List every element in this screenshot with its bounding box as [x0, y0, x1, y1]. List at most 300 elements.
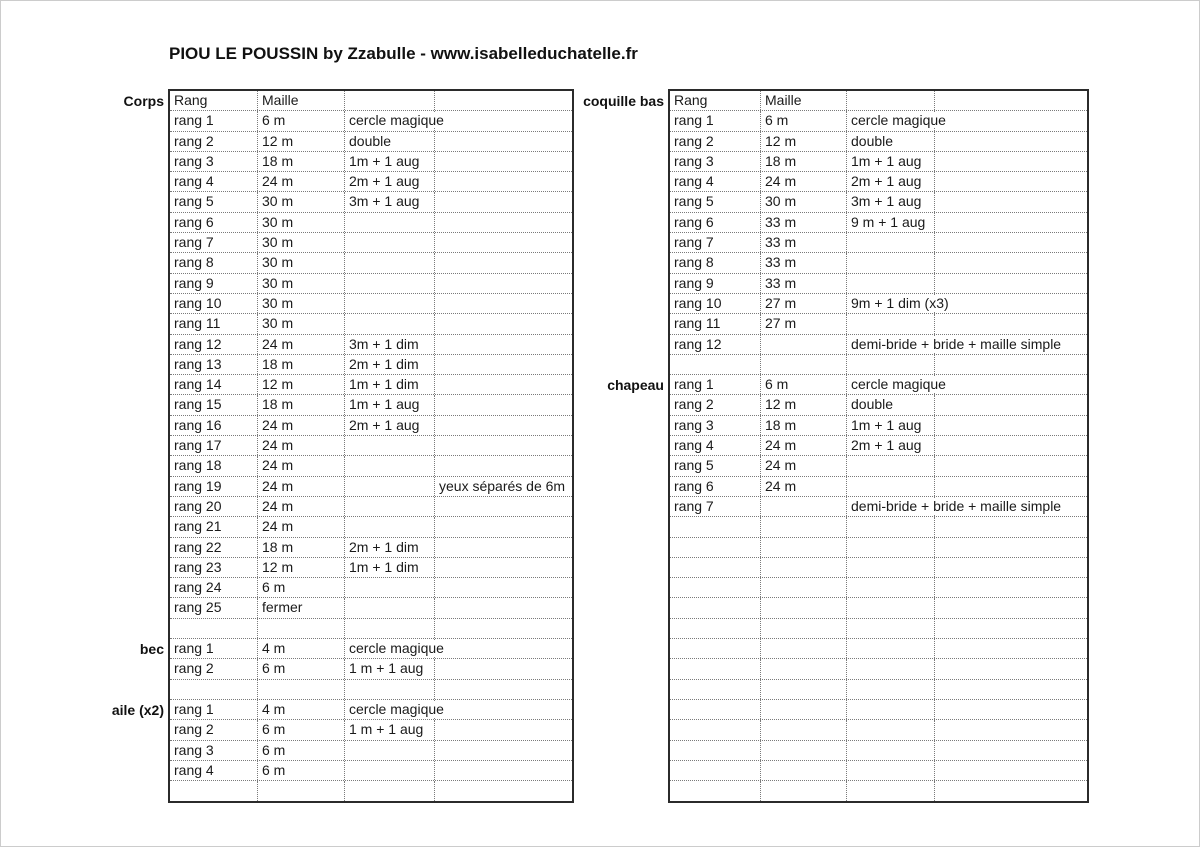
- table-cell: [935, 314, 1087, 333]
- table-cell: [670, 741, 761, 760]
- table-cell: 4 m: [258, 700, 345, 719]
- table-cell: 18 m: [258, 395, 345, 414]
- section-label: [88, 253, 168, 273]
- table-cell: 30 m: [258, 233, 345, 252]
- table-row: [670, 152, 1087, 172]
- table-cell: Rang: [170, 91, 258, 110]
- section-label: aile (x2): [111, 701, 164, 718]
- table-cell: 2m + 1 dim: [345, 538, 435, 557]
- table-row: [670, 253, 1087, 273]
- table-cell: 30 m: [258, 253, 345, 272]
- table-cell: rang 15: [170, 395, 258, 414]
- table-cell: [435, 253, 572, 272]
- table-row: [670, 314, 1087, 334]
- table-row: [670, 680, 1087, 700]
- table-cell: [761, 741, 847, 760]
- table-row: [170, 517, 572, 537]
- table-cell: 24 m: [761, 477, 847, 496]
- table-cell: [435, 598, 572, 617]
- table-cell: [170, 619, 258, 638]
- table-cell: rang 18: [170, 456, 258, 475]
- table-row: [170, 314, 572, 334]
- table-cell: 2m + 1 dim: [345, 355, 435, 374]
- table-cell: [435, 700, 572, 719]
- table-cell: rang 1: [170, 111, 258, 130]
- table-cell: [761, 355, 847, 374]
- section-label: [573, 680, 668, 700]
- table-cell: rang 11: [170, 314, 258, 333]
- table-cell: double: [345, 132, 435, 151]
- section-label: [88, 517, 168, 537]
- table-cell: cercle magique: [847, 375, 935, 394]
- table-cell: [435, 233, 572, 252]
- table-cell: [435, 680, 572, 699]
- table-cell: 12 m: [258, 375, 345, 394]
- table-cell: [761, 335, 847, 354]
- table-row: [170, 152, 572, 172]
- table-row: [670, 619, 1087, 639]
- table-cell: [345, 253, 435, 272]
- table-cell: 30 m: [258, 274, 345, 293]
- table-row: [670, 639, 1087, 659]
- table-row: [170, 456, 572, 476]
- table-cell: [761, 619, 847, 638]
- page-title: PIOU LE POUSSIN by Zzabulle - www.isabelleduchatelle.fr: [169, 44, 638, 63]
- table-cell: rang 16: [170, 416, 258, 435]
- table-cell: rang 3: [670, 416, 761, 435]
- table-row: [170, 538, 572, 558]
- table-row: [170, 741, 572, 761]
- table-cell: [258, 680, 345, 699]
- table-cell: [935, 720, 1087, 739]
- table-cell: [761, 639, 847, 658]
- section-label: [573, 436, 668, 456]
- table-cell: rang 6: [670, 213, 761, 232]
- table-cell: [935, 172, 1087, 191]
- table-cell: 30 m: [258, 192, 345, 211]
- table-row: [670, 741, 1087, 761]
- table-row: [670, 233, 1087, 253]
- table-row: [670, 355, 1087, 375]
- table-row: [170, 335, 572, 355]
- table-cell: [761, 659, 847, 678]
- table-cell: [345, 619, 435, 638]
- section-label: [573, 639, 668, 659]
- right-pattern-table: [573, 89, 1089, 803]
- coquille-chapeau-table: [668, 89, 1089, 803]
- table-cell: [435, 111, 572, 130]
- table-cell: rang 9: [670, 274, 761, 293]
- table-cell: rang 14: [170, 375, 258, 394]
- table-cell: rang 12: [670, 335, 761, 354]
- table-cell: 1m + 1 dim: [345, 375, 435, 394]
- table-cell: [847, 659, 935, 678]
- table-cell: [847, 517, 935, 536]
- table-cell: [345, 497, 435, 516]
- table-cell: [670, 538, 761, 557]
- table-cell: 18 m: [258, 538, 345, 557]
- table-cell: rang 1: [670, 375, 761, 394]
- table-cell: cercle magique: [345, 111, 435, 130]
- table-cell: [435, 355, 572, 374]
- table-row: [170, 680, 572, 700]
- table-cell: rang 4: [670, 172, 761, 191]
- table-cell: [435, 741, 572, 760]
- table-cell: 30 m: [258, 294, 345, 313]
- table-row: [670, 172, 1087, 192]
- table-row: [170, 700, 572, 720]
- table-row: [170, 375, 572, 395]
- table-cell: [258, 619, 345, 638]
- table-cell: [670, 639, 761, 658]
- table-cell: [935, 578, 1087, 597]
- table-cell: rang 17: [170, 436, 258, 455]
- table-cell: rang 2: [170, 720, 258, 739]
- left-pattern-table: [88, 89, 574, 803]
- table-cell: [345, 294, 435, 313]
- table-cell: 1m + 1 aug: [847, 152, 935, 171]
- table-cell: [847, 619, 935, 638]
- table-row: [670, 558, 1087, 578]
- section-label: [88, 558, 168, 578]
- table-cell: [935, 294, 1087, 313]
- table-row: [670, 91, 1087, 111]
- table-cell: demi-bride + bride + maille simple: [847, 497, 935, 516]
- table-row: [670, 416, 1087, 436]
- table-row: [670, 781, 1087, 801]
- table-row: [170, 416, 572, 436]
- table-cell: 33 m: [761, 274, 847, 293]
- table-cell: rang 1: [170, 639, 258, 658]
- table-cell: [761, 558, 847, 577]
- table-row: [670, 477, 1087, 497]
- section-label: [88, 375, 168, 395]
- table-cell: [435, 497, 572, 516]
- table-cell: [345, 680, 435, 699]
- table-cell: 33 m: [761, 253, 847, 272]
- table-cell: [435, 659, 572, 678]
- table-row: [170, 91, 572, 111]
- table-row: [670, 395, 1087, 415]
- table-cell: rang 5: [670, 456, 761, 475]
- table-cell: [935, 680, 1087, 699]
- section-label: [573, 172, 668, 192]
- table-row: [670, 111, 1087, 131]
- table-row: [670, 538, 1087, 558]
- table-cell: [670, 598, 761, 617]
- table-cell: [935, 598, 1087, 617]
- table-cell: 2m + 1 aug: [847, 172, 935, 191]
- table-row: [670, 192, 1087, 212]
- table-cell: rang 4: [670, 436, 761, 455]
- table-cell: rang 7: [670, 497, 761, 516]
- section-label: [573, 395, 668, 415]
- table-cell: [670, 619, 761, 638]
- table-cell: rang 11: [670, 314, 761, 333]
- table-cell: 24 m: [258, 456, 345, 475]
- table-cell: 18 m: [761, 416, 847, 435]
- table-row: [170, 294, 572, 314]
- section-label: [88, 233, 168, 253]
- table-cell: 1m + 1 aug: [847, 416, 935, 435]
- table-cell: rang 25: [170, 598, 258, 617]
- table-cell: 6 m: [761, 111, 847, 130]
- table-cell: [935, 375, 1087, 394]
- section-label: [573, 213, 668, 233]
- section-label: [88, 741, 168, 761]
- table-cell: [935, 538, 1087, 557]
- table-cell: rang 1: [170, 700, 258, 719]
- table-row: [170, 213, 572, 233]
- table-cell: yeux séparés de 6m: [439, 477, 566, 494]
- table-cell: rang 22: [170, 538, 258, 557]
- table-cell: [258, 781, 345, 801]
- section-label: [573, 233, 668, 253]
- table-row: [670, 578, 1087, 598]
- table-cell: 2m + 1 aug: [847, 436, 935, 455]
- table-cell: 6 m: [258, 761, 345, 780]
- table-cell: rang 23: [170, 558, 258, 577]
- table-cell: [170, 781, 258, 801]
- section-label: [573, 497, 668, 517]
- table-cell: rang 13: [170, 355, 258, 374]
- table-row: [170, 395, 572, 415]
- table-cell: [847, 253, 935, 272]
- table-cell: rang 12: [170, 335, 258, 354]
- table-cell: [935, 274, 1087, 293]
- table-cell: 9m + 1 dim (x3): [847, 294, 935, 313]
- section-label: [573, 355, 668, 375]
- table-cell: [761, 761, 847, 780]
- section-label: [573, 111, 668, 131]
- table-cell: [435, 192, 572, 211]
- table-cell: [670, 558, 761, 577]
- section-label: [573, 761, 668, 781]
- table-row: [670, 294, 1087, 314]
- table-cell: 1m + 1 dim: [345, 558, 435, 577]
- table-cell: 2m + 1 aug: [345, 416, 435, 435]
- table-cell: [761, 578, 847, 597]
- table-cell: [935, 639, 1087, 658]
- table-cell: [935, 111, 1087, 130]
- table-cell: [847, 761, 935, 780]
- table-cell: [670, 680, 761, 699]
- table-cell: [935, 436, 1087, 455]
- table-row: [170, 598, 572, 618]
- table-cell: [935, 659, 1087, 678]
- table-cell: 6 m: [761, 375, 847, 394]
- table-cell: [345, 456, 435, 475]
- table-cell: [761, 497, 847, 516]
- table-row: [670, 132, 1087, 152]
- table-cell: 18 m: [258, 152, 345, 171]
- table-cell: 6 m: [258, 111, 345, 130]
- table-cell: 6 m: [258, 720, 345, 739]
- table-cell: [847, 91, 935, 110]
- table-cell: [847, 639, 935, 658]
- table-cell: [435, 294, 572, 313]
- table-cell: [345, 233, 435, 252]
- table-cell: 12 m: [761, 395, 847, 414]
- section-label: [573, 619, 668, 639]
- table-cell: [935, 477, 1087, 496]
- table-cell: [935, 152, 1087, 171]
- table-row: [670, 456, 1087, 476]
- table-cell: [435, 517, 572, 536]
- table-cell: [345, 761, 435, 780]
- table-cell: rang 8: [670, 253, 761, 272]
- table-cell: [935, 558, 1087, 577]
- table-cell: [435, 456, 572, 475]
- section-label: [573, 294, 668, 314]
- table-cell: fermer: [258, 598, 345, 617]
- table-cell: 12 m: [761, 132, 847, 151]
- table-cell: [345, 436, 435, 455]
- table-cell: [345, 477, 435, 496]
- table-row: [170, 558, 572, 578]
- section-label: [573, 659, 668, 679]
- table-cell: [670, 517, 761, 536]
- section-label: [88, 314, 168, 334]
- table-cell: 6 m: [258, 741, 345, 760]
- table-cell: [435, 761, 572, 780]
- table-cell: [761, 517, 847, 536]
- table-cell: 30 m: [258, 213, 345, 232]
- table-row: [170, 781, 572, 801]
- table-cell: [761, 598, 847, 617]
- table-cell: 27 m: [761, 314, 847, 333]
- table-cell: rang 10: [670, 294, 761, 313]
- table-cell: 1m + 1 aug: [345, 395, 435, 414]
- section-label: [88, 720, 168, 740]
- table-cell: [345, 741, 435, 760]
- table-cell: [345, 781, 435, 801]
- table-cell: [345, 578, 435, 597]
- table-cell: [435, 91, 572, 110]
- section-label: [88, 192, 168, 212]
- table-cell: cercle magique: [847, 111, 935, 130]
- table-cell: 3m + 1 aug: [847, 192, 935, 211]
- table-row: [170, 132, 572, 152]
- table-cell: double: [847, 395, 935, 414]
- table-row: [170, 436, 572, 456]
- section-label: [573, 335, 668, 355]
- table-cell: 2m + 1 aug: [345, 172, 435, 191]
- table-cell: rang 7: [670, 233, 761, 252]
- table-cell: [847, 477, 935, 496]
- table-cell: [935, 761, 1087, 780]
- table-cell: [935, 233, 1087, 252]
- section-label: [88, 578, 168, 598]
- table-cell: [935, 416, 1087, 435]
- table-cell: 24 m: [761, 456, 847, 475]
- table-cell: 18 m: [258, 355, 345, 374]
- table-cell: [935, 355, 1087, 374]
- table-cell: [435, 578, 572, 597]
- section-label: [573, 314, 668, 334]
- table-cell: [847, 233, 935, 252]
- table-cell: rang 2: [170, 659, 258, 678]
- table-cell: rang 10: [170, 294, 258, 313]
- section-label: [573, 192, 668, 212]
- section-label: [88, 335, 168, 355]
- section-label: [573, 598, 668, 618]
- section-label: [88, 538, 168, 558]
- table-cell: [935, 253, 1087, 272]
- table-row: [170, 578, 572, 598]
- table-cell: [847, 700, 935, 719]
- table-cell: 24 m: [258, 416, 345, 435]
- table-cell: rang 5: [670, 192, 761, 211]
- section-label: [573, 517, 668, 537]
- table-cell: rang 7: [170, 233, 258, 252]
- table-cell: 33 m: [761, 213, 847, 232]
- section-label: [573, 741, 668, 761]
- section-label: bec: [139, 641, 164, 658]
- table-cell: [935, 517, 1087, 536]
- table-cell: [761, 720, 847, 739]
- table-cell: [935, 192, 1087, 211]
- table-cell: [670, 578, 761, 597]
- table-cell: 6 m: [258, 578, 345, 597]
- section-label: [573, 152, 668, 172]
- table-cell: [345, 598, 435, 617]
- table-cell: 30 m: [761, 192, 847, 211]
- table-row: [670, 436, 1087, 456]
- table-cell: [435, 152, 572, 171]
- table-cell: [847, 720, 935, 739]
- table-cell: [435, 314, 572, 333]
- table-row: [670, 497, 1087, 517]
- table-cell: 24 m: [258, 172, 345, 191]
- table-cell: [170, 680, 258, 699]
- table-cell: [435, 416, 572, 435]
- table-cell: [847, 680, 935, 699]
- table-row: [170, 172, 572, 192]
- table-row: [170, 111, 572, 131]
- table-cell: [761, 538, 847, 557]
- section-label: Corps: [123, 93, 164, 109]
- section-label: [88, 132, 168, 152]
- table-cell: [435, 395, 572, 414]
- table-cell: 4 m: [258, 639, 345, 658]
- table-cell: [761, 781, 847, 801]
- table-cell: [435, 132, 572, 151]
- table-cell: 24 m: [258, 497, 345, 516]
- table-cell: double: [847, 132, 935, 151]
- section-label: [573, 253, 668, 273]
- table-row: [170, 639, 572, 659]
- section-label: [88, 781, 168, 801]
- table-cell: [935, 395, 1087, 414]
- table-cell: [345, 314, 435, 333]
- table-cell: [435, 720, 572, 739]
- table-row: [670, 274, 1087, 294]
- section-label: [88, 456, 168, 476]
- table-cell: Maille: [258, 91, 345, 110]
- section-label: [88, 680, 168, 700]
- section-label: coquille bas: [583, 93, 664, 109]
- table-cell: [670, 781, 761, 801]
- section-label: [88, 172, 168, 192]
- section-label: [573, 456, 668, 476]
- table-cell: [435, 335, 572, 354]
- table-cell: 24 m: [258, 436, 345, 455]
- section-label: [88, 213, 168, 233]
- table-cell: rang 2: [670, 132, 761, 151]
- table-cell: [670, 355, 761, 374]
- table-cell: [670, 700, 761, 719]
